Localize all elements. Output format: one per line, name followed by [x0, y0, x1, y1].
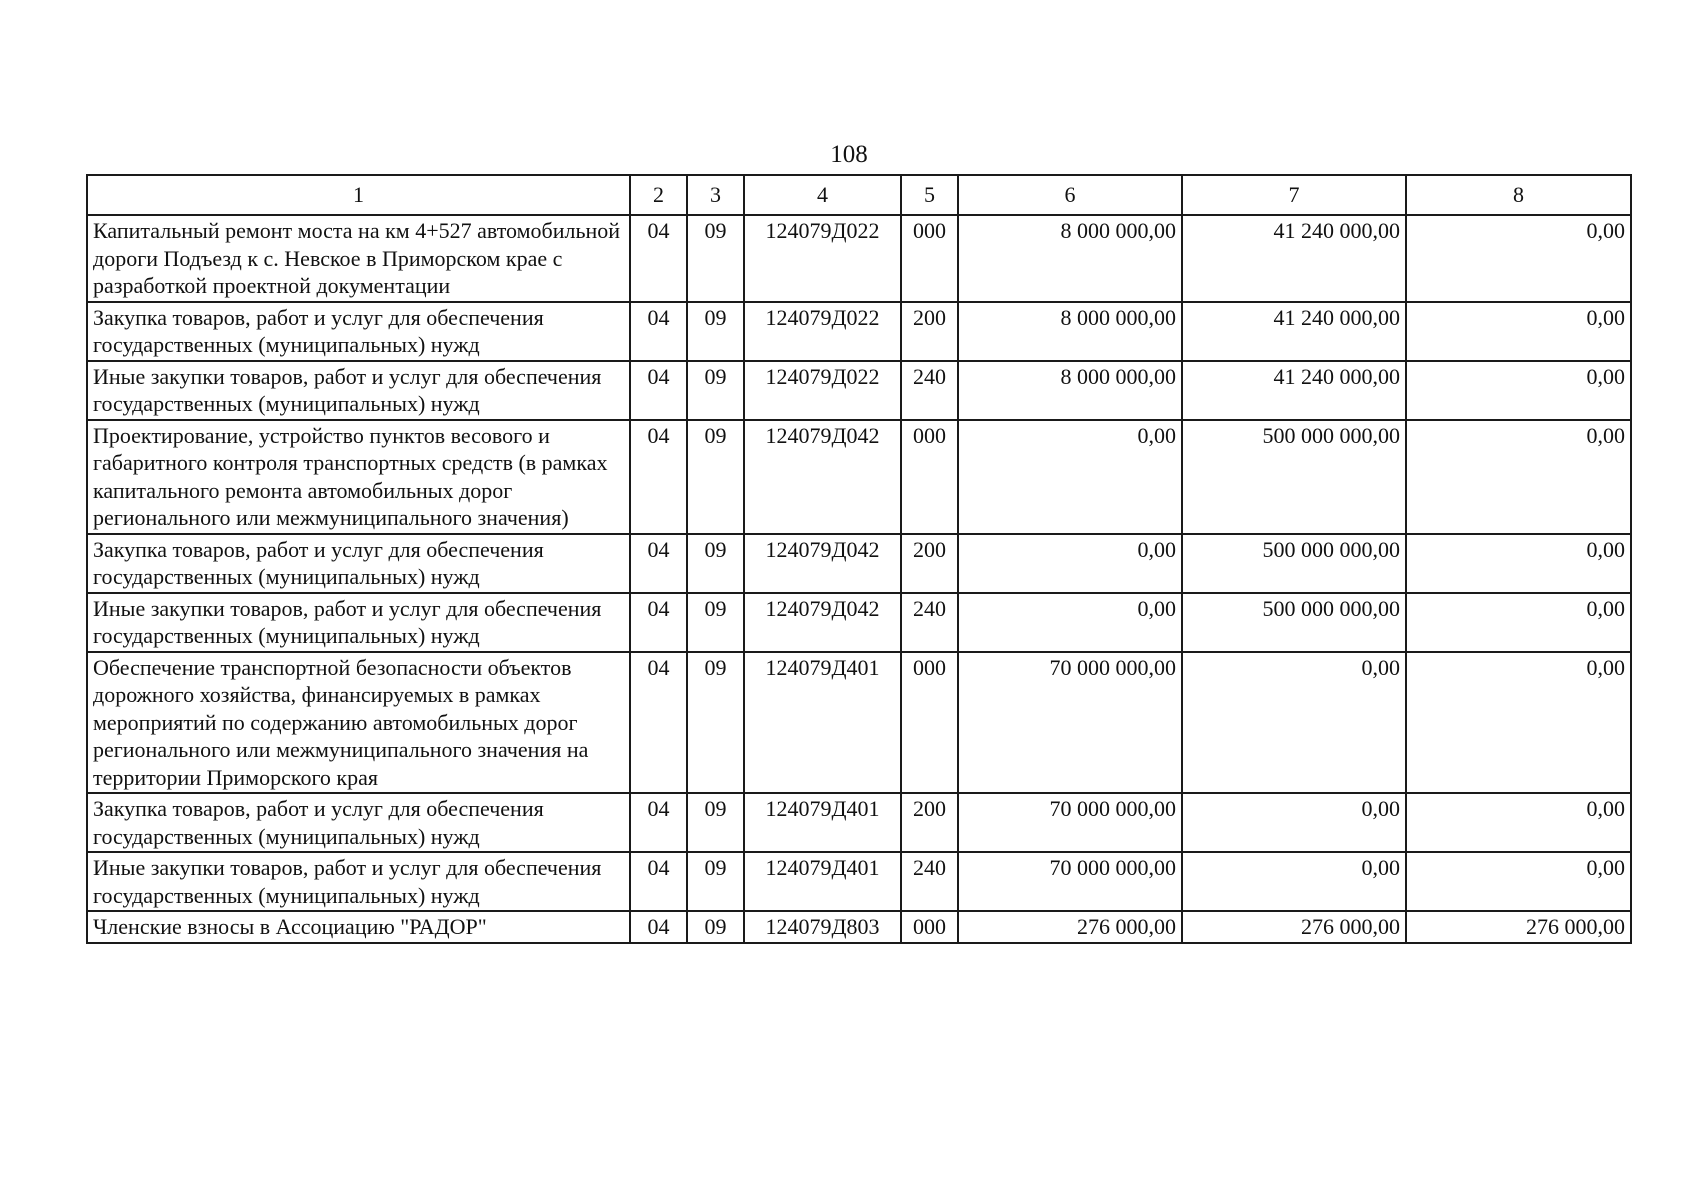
- item-name: Капитальный ремонт моста на км 4+527 автомобильной дороги Подъезд к с. Невское в Приморском крае с разработкой проектной документации: [87, 215, 630, 302]
- amount-col-8: 0,00: [1406, 420, 1631, 534]
- section-code: 04: [630, 793, 687, 852]
- header-col-4: 4: [744, 175, 901, 215]
- table-row: [87, 911, 1631, 943]
- target-article-code: 124079Д401: [744, 793, 901, 852]
- amount-col-7: 41 240 000,00: [1182, 215, 1406, 302]
- amount-col-7: 0,00: [1182, 652, 1406, 794]
- amount-col-6: 0,00: [958, 593, 1182, 652]
- header-col-5: 5: [901, 175, 958, 215]
- amount-col-7: 500 000 000,00: [1182, 534, 1406, 593]
- target-article-code: 124079Д022: [744, 361, 901, 420]
- expense-type-code: 000: [901, 911, 958, 943]
- section-code: 04: [630, 302, 687, 361]
- amount-col-6: 70 000 000,00: [958, 652, 1182, 794]
- target-article-code: 124079Д803: [744, 911, 901, 943]
- expense-type-code: 200: [901, 534, 958, 593]
- expense-type-code: 240: [901, 852, 958, 911]
- amount-col-8: 0,00: [1406, 852, 1631, 911]
- amount-col-7: 276 000,00: [1182, 911, 1406, 943]
- subsection-code: 09: [687, 652, 744, 794]
- target-article-code: 124079Д401: [744, 852, 901, 911]
- amount-col-7: 41 240 000,00: [1182, 361, 1406, 420]
- item-name: Членские взносы в Ассоциацию "РАДОР": [87, 911, 630, 943]
- target-article-code: 124079Д022: [744, 302, 901, 361]
- table-row: [87, 215, 1631, 302]
- target-article-code: 124079Д022: [744, 215, 901, 302]
- item-name: Обеспечение транспортной безопасности объектов дорожного хозяйства, финансируемых в рамках мероприятий по содержанию автомобильных дорог регионального или межмуниципального значения на территории Приморского края: [87, 652, 630, 794]
- table-row: [87, 361, 1631, 420]
- subsection-code: 09: [687, 911, 744, 943]
- table-row: [87, 302, 1631, 361]
- amount-col-6: 0,00: [958, 534, 1182, 593]
- expense-type-code: 000: [901, 652, 958, 794]
- expense-type-code: 200: [901, 793, 958, 852]
- item-name: Проектирование, устройство пунктов весового и габаритного контроля транспортных средств (в рамках капитального ремонта автомобильных дорог регионального или межмуниципального значения): [87, 420, 630, 534]
- expense-type-code: 240: [901, 593, 958, 652]
- table-row: [87, 420, 1631, 534]
- section-code: 04: [630, 593, 687, 652]
- page-number: 108: [830, 141, 868, 168]
- budget-table: [86, 174, 1632, 944]
- section-code: 04: [630, 420, 687, 534]
- amount-col-8: 0,00: [1406, 593, 1631, 652]
- table-row: [87, 534, 1631, 593]
- item-name: Закупка товаров, работ и услуг для обеспечения государственных (муниципальных) нужд: [87, 534, 630, 593]
- amount-col-6: 8 000 000,00: [958, 361, 1182, 420]
- amount-col-7: 0,00: [1182, 852, 1406, 911]
- subsection-code: 09: [687, 534, 744, 593]
- table-row: [87, 852, 1631, 911]
- table-row: [87, 793, 1631, 852]
- header-col-1: 1: [87, 175, 630, 215]
- amount-col-8: 0,00: [1406, 534, 1631, 593]
- subsection-code: 09: [687, 593, 744, 652]
- subsection-code: 09: [687, 361, 744, 420]
- header-col-2: 2: [630, 175, 687, 215]
- section-code: 04: [630, 652, 687, 794]
- subsection-code: 09: [687, 215, 744, 302]
- amount-col-7: 41 240 000,00: [1182, 302, 1406, 361]
- subsection-code: 09: [687, 793, 744, 852]
- header-col-7: 7: [1182, 175, 1406, 215]
- expense-type-code: 240: [901, 361, 958, 420]
- target-article-code: 124079Д401: [744, 652, 901, 794]
- header-row: [87, 175, 1631, 215]
- amount-col-6: 70 000 000,00: [958, 793, 1182, 852]
- amount-col-7: 0,00: [1182, 793, 1406, 852]
- amount-col-8: 0,00: [1406, 793, 1631, 852]
- amount-col-6: 276 000,00: [958, 911, 1182, 943]
- target-article-code: 124079Д042: [744, 420, 901, 534]
- item-name: Закупка товаров, работ и услуг для обеспечения государственных (муниципальных) нужд: [87, 302, 630, 361]
- amount-col-7: 500 000 000,00: [1182, 420, 1406, 534]
- item-name: Иные закупки товаров, работ и услуг для обеспечения государственных (муниципальных) нужд: [87, 852, 630, 911]
- item-name: Иные закупки товаров, работ и услуг для обеспечения государственных (муниципальных) нужд: [87, 593, 630, 652]
- item-name: Закупка товаров, работ и услуг для обеспечения государственных (муниципальных) нужд: [87, 793, 630, 852]
- amount-col-8: 0,00: [1406, 302, 1631, 361]
- table-row: [87, 593, 1631, 652]
- section-code: 04: [630, 911, 687, 943]
- subsection-code: 09: [687, 302, 744, 361]
- amount-col-6: 0,00: [958, 420, 1182, 534]
- amount-col-8: 0,00: [1406, 215, 1631, 302]
- amount-col-8: 276 000,00: [1406, 911, 1631, 943]
- section-code: 04: [630, 215, 687, 302]
- amount-col-8: 0,00: [1406, 361, 1631, 420]
- expense-type-code: 000: [901, 420, 958, 534]
- header-col-3: 3: [687, 175, 744, 215]
- target-article-code: 124079Д042: [744, 593, 901, 652]
- amount-col-8: 0,00: [1406, 652, 1631, 794]
- expense-type-code: 200: [901, 302, 958, 361]
- item-name: Иные закупки товаров, работ и услуг для обеспечения государственных (муниципальных) нужд: [87, 361, 630, 420]
- section-code: 04: [630, 361, 687, 420]
- header-col-6: 6: [958, 175, 1182, 215]
- target-article-code: 124079Д042: [744, 534, 901, 593]
- subsection-code: 09: [687, 420, 744, 534]
- section-code: 04: [630, 534, 687, 593]
- header-col-8: 8: [1406, 175, 1631, 215]
- section-code: 04: [630, 852, 687, 911]
- table-row: [87, 652, 1631, 794]
- amount-col-6: 70 000 000,00: [958, 852, 1182, 911]
- amount-col-7: 500 000 000,00: [1182, 593, 1406, 652]
- amount-col-6: 8 000 000,00: [958, 302, 1182, 361]
- subsection-code: 09: [687, 852, 744, 911]
- expense-type-code: 000: [901, 215, 958, 302]
- amount-col-6: 8 000 000,00: [958, 215, 1182, 302]
